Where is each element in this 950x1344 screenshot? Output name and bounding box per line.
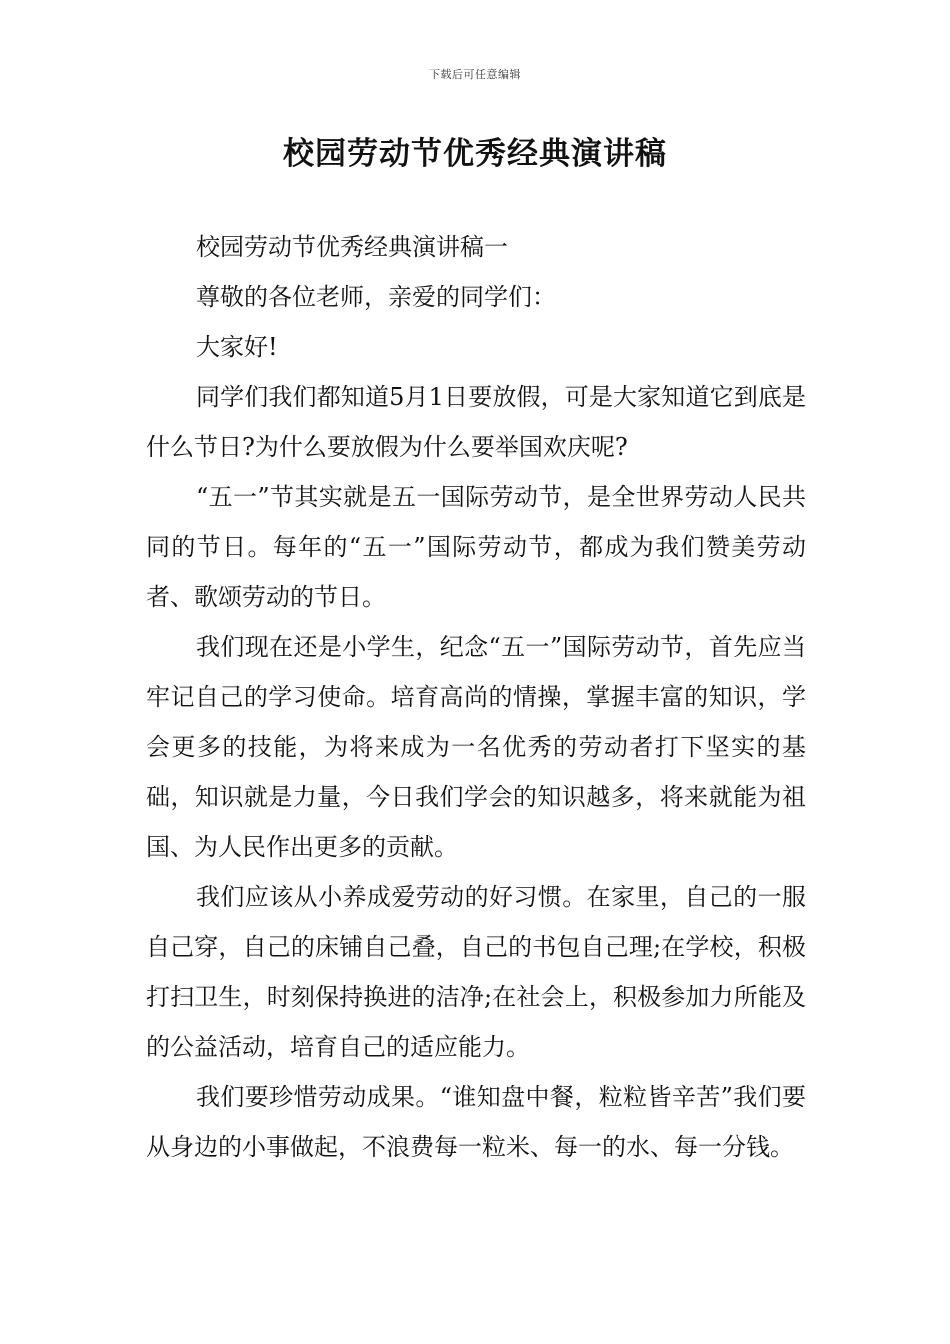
paragraph-subtitle: 校园劳动节优秀经典演讲稿一 (196, 233, 508, 261)
paragraph: 我们应该从小养成爱劳动的好习惯。在家里，自己的一服自己穿，自己的床铺自己叠，自己的书包自己理;在学校，积极打扫卫生，时刻保持换进的洁净;在社会上，积极参加力所能及的公益活动，培育自己的适应能力。 (146, 883, 806, 1061)
paragraph: 同学们我们都知道5月1日要放假，可是大家知道它到底是什么节日?为什么要放假为什么要举国欢庆呢? (146, 383, 806, 461)
paragraph: 我们现在还是小学生，纪念“五一”国际劳动节，首先应当牢记自己的学习使命。培育高尚的情操，掌握丰富的知识，学会更多的技能，为将来成为一名优秀的劳动者打下坚实的基础，知识就是力量，今日我们学会的知识越多，将来就能为祖国、为人民作出更多的贡献。 (146, 633, 806, 861)
paragraph-greeting: 大家好! (196, 333, 278, 361)
document-body (146, 222, 806, 1172)
page-title: 校园劳动节优秀经典演讲稿 (283, 136, 667, 172)
paragraph: 我们要珍惜劳动成果。“谁知盘中餐，粒粒皆辛苦”我们要从身边的小事做起，不浪费每一粒米、每一的水、每一分钱。 (146, 1083, 806, 1161)
header-note: 下载后可任意编辑 (429, 68, 521, 81)
paragraph: “五一”节其实就是五一国际劳动节，是全世界劳动人民共同的节日。每年的“五一”国际劳动节，都成为我们赞美劳动者、歌颂劳动的节日。 (146, 483, 806, 611)
paragraph-salutation: 尊敬的各位老师，亲爱的同学们： (196, 283, 556, 311)
